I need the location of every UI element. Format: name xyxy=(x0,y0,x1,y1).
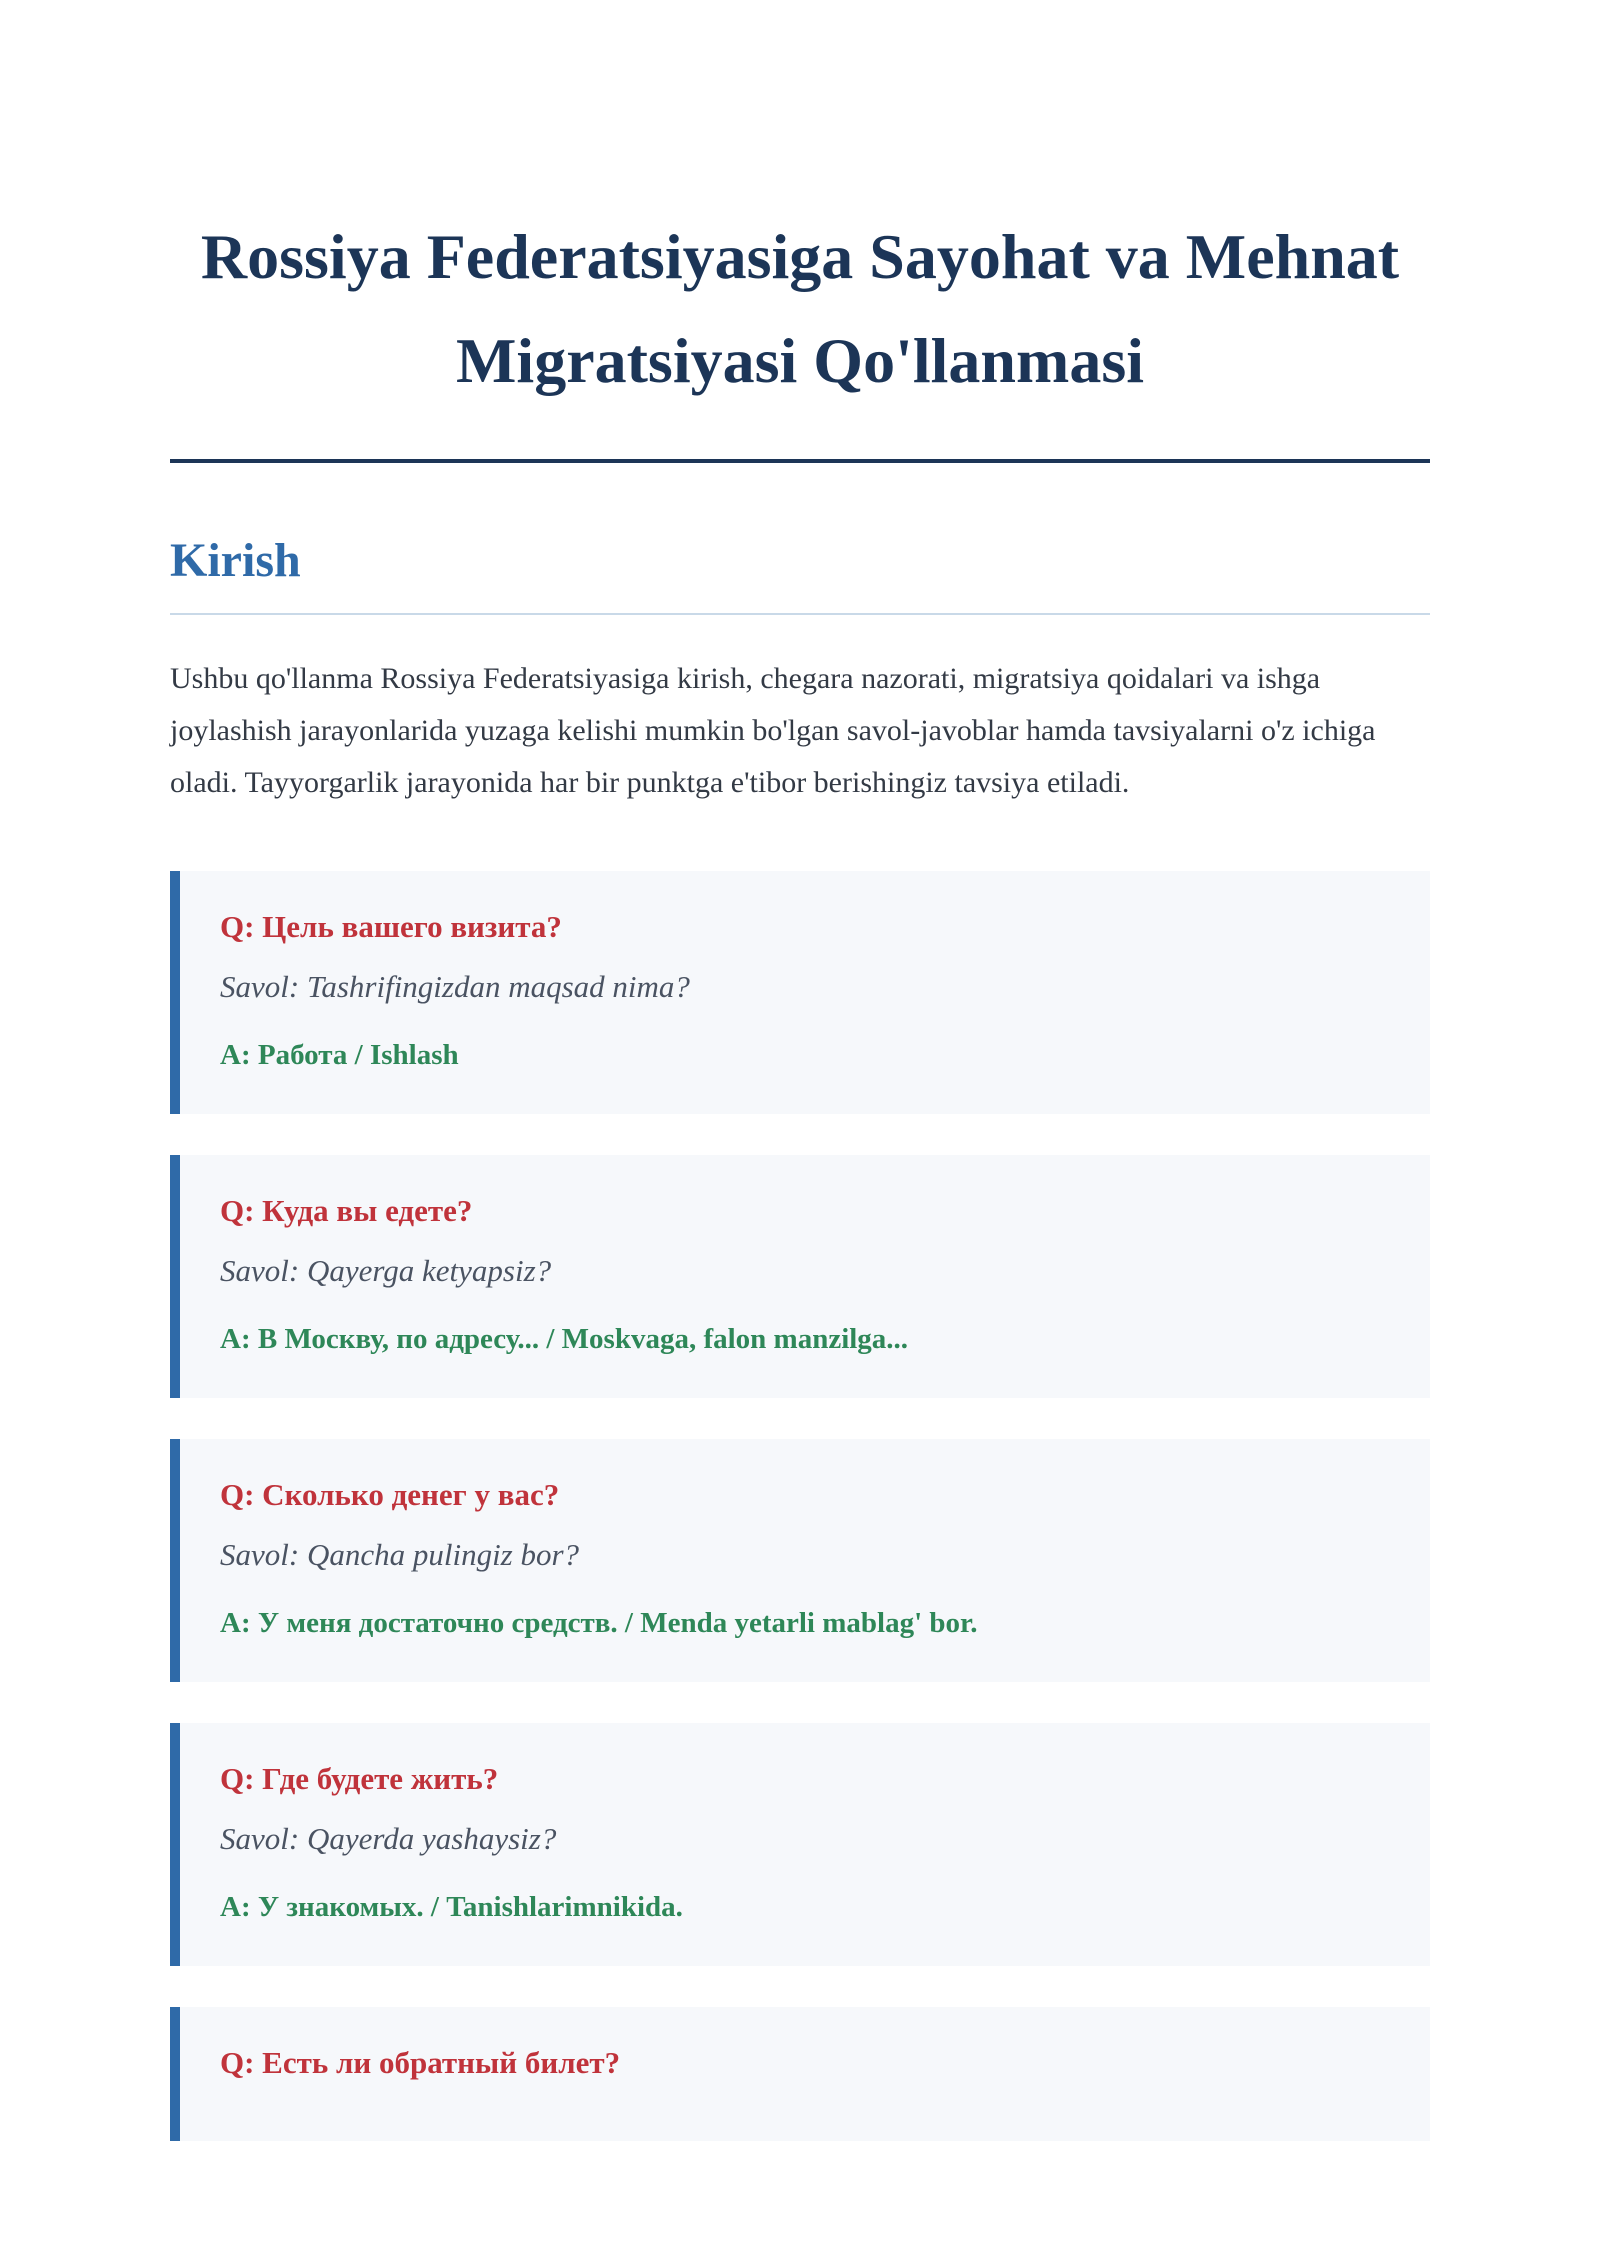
qa-answer: A: У знакомых. / Tanishlarimnikida. xyxy=(220,1891,683,1923)
qa-card xyxy=(170,2007,1430,2141)
intro-paragraph: Ushbu qo'llanma Rossiya Federatsiyasiga kirish, chegara nazorati, migratsiya qoidalari va ishga joylashish jarayonlarida yuzaga kelishi mumkin bo'lgan savol-javoblar hamda tavsiyalarni o'z ichiga oladi. Tayyorgarlik jarayonida har bir punktga e'tibor berishingiz tavsiya etiladi. xyxy=(170,662,1376,799)
section-divider xyxy=(170,613,1430,615)
qa-question: Q: Куда вы едете? xyxy=(220,1193,473,1228)
qa-card xyxy=(170,1155,1430,1398)
qa-translation: Savol: Qancha pulingiz bor? xyxy=(220,1537,580,1572)
document-title: Rossiya Federatsiyasiga Sayohat va Mehnat Migratsiyasi Qo'llanmasi xyxy=(200,221,1400,396)
qa-answer: A: В Москву, по адресу... / Moskvaga, falon manzilga... xyxy=(220,1323,909,1355)
qa-answer: A: Работа / Ishlash xyxy=(220,1039,459,1071)
section-heading: Kirish xyxy=(170,534,301,587)
qa-question: Q: Где будете жить? xyxy=(220,1761,499,1796)
qa-card xyxy=(170,1723,1430,1966)
qa-translation: Savol: Qayerga ketyapsiz? xyxy=(220,1253,552,1288)
qa-question: Q: Сколько денег у вас? xyxy=(220,1477,560,1512)
title-divider xyxy=(170,459,1430,463)
qa-card xyxy=(170,1439,1430,1682)
qa-answer: A: У меня достаточно средств. / Menda yetarli mablag' bor. xyxy=(220,1607,978,1639)
qa-card xyxy=(170,871,1430,1114)
qa-list xyxy=(170,871,1430,2141)
qa-question: Q: Есть ли обратный билет? xyxy=(220,2045,621,2080)
qa-translation: Savol: Qayerda yashaysiz? xyxy=(220,1821,557,1856)
qa-question: Q: Цель вашего визита? xyxy=(220,909,562,944)
qa-translation: Savol: Tashrifingizdan maqsad nima? xyxy=(220,969,690,1004)
